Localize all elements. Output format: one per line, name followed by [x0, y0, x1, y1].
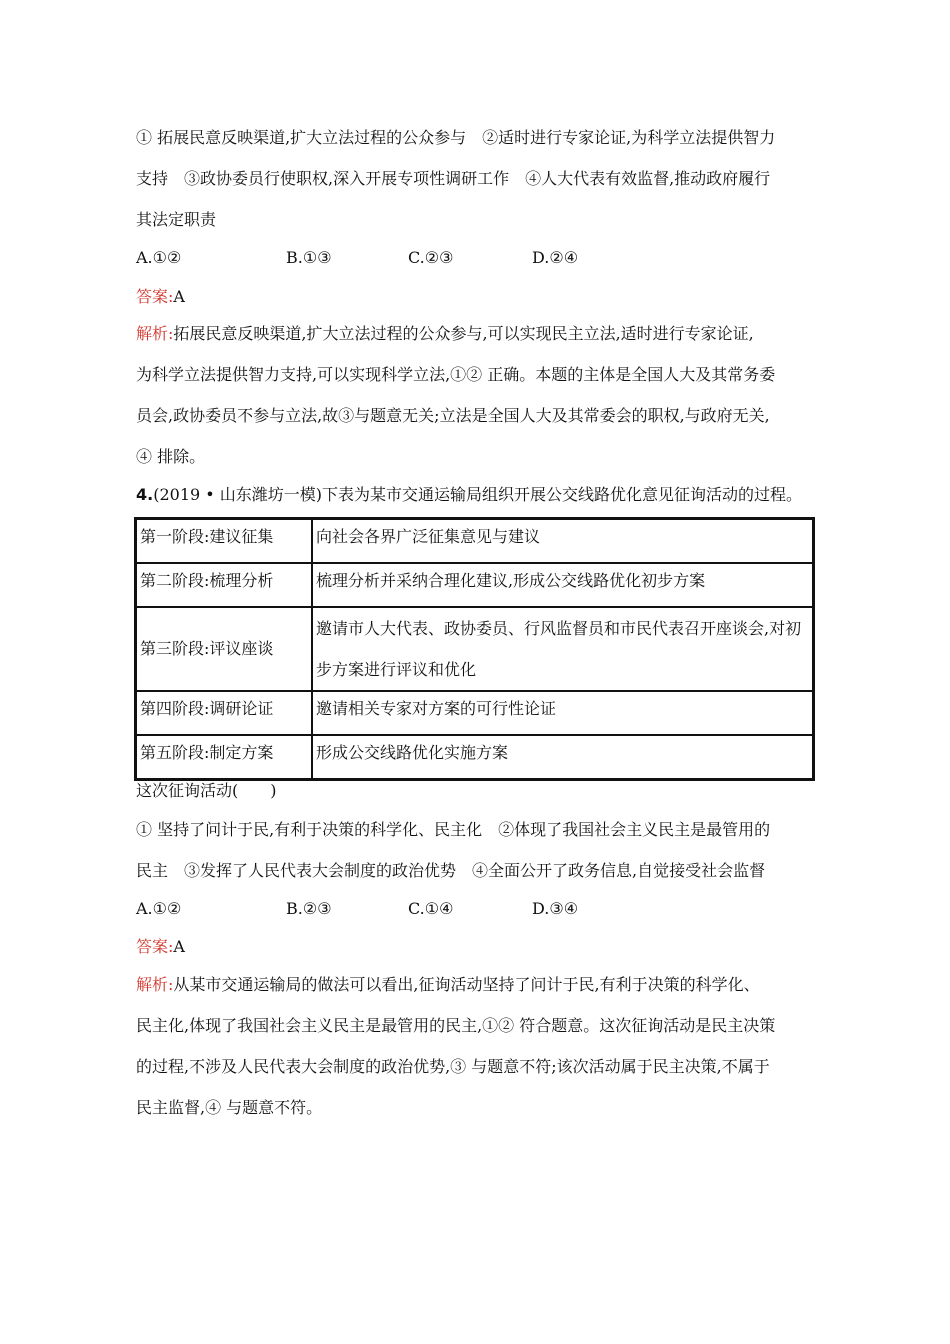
stage-cell: 第四阶段:调研论证 — [136, 691, 313, 735]
q3-stem-line-1: ① 拓展民意反映渠道,扩大立法过程的公众参与 ②适时进行专家论证,为科学立法提供智力 — [136, 128, 776, 147]
desc-cell: 邀请市人大代表、政协委员、行风监督员和市民代表召开座谈会,对初步方案进行评议和优化 — [312, 607, 814, 691]
q3-stem-line-3: 其法定职责 — [136, 210, 217, 229]
desc-cell: 邀请相关专家对方案的可行性论证 — [312, 691, 814, 735]
q4-analysis-line-2: 民主化,体现了我国社会主义民主是最管用的民主,①② 符合题意。这次征询活动是民主决策 — [136, 1016, 776, 1035]
stage-cell: 第三阶段:评议座谈 — [136, 607, 313, 691]
q3-option-b: B.①③ — [286, 248, 332, 267]
q3-options — [136, 247, 578, 269]
q3-analysis-line-4: ④ 排除。 — [136, 447, 206, 466]
process-table — [134, 517, 815, 781]
q4-analysis-label: 解析: — [136, 975, 174, 994]
q4-options — [136, 898, 578, 920]
q4-question: 这次征询活动( ) — [136, 781, 277, 800]
q4-option-b: B.②③ — [286, 899, 332, 918]
q3-option-d: D.②④ — [532, 248, 579, 267]
table-row — [136, 607, 814, 691]
q3-option-a: A.①② — [136, 248, 182, 267]
q3-stem-line-2: 支持 ③政协委员行使职权,深入开展专项性调研工作 ④人大代表有效监督,推动政府履行 — [136, 169, 771, 188]
stage-cell: 第五阶段:制定方案 — [136, 735, 313, 780]
q4-analysis-line-1 — [136, 974, 760, 996]
q3-analysis-line-3: 员会,政协委员不参与立法,故③与题意无关;立法是全国人大及其常委会的职权,与政府无关, — [136, 406, 770, 425]
q4-option-a: A.①② — [136, 899, 182, 918]
q3-option-c: C.②③ — [408, 248, 454, 267]
stage-cell: 第二阶段:梳理分析 — [136, 563, 313, 607]
q3-answer-label: 答案: — [136, 287, 174, 306]
q4-stem-line-2: 民主 ③发挥了人民代表大会制度的政治优势 ④全面公开了政务信息,自觉接受社会监督 — [136, 861, 766, 880]
table-row — [136, 691, 814, 735]
q4-answer — [136, 936, 185, 958]
q4-answer-value: A — [173, 937, 185, 956]
q4-analysis-line-3: 的过程,不涉及人民代表大会制度的政治优势,③ 与题意不符;该次活动属于民主决策,不属于 — [136, 1057, 770, 1076]
q3-analysis-text-1: 拓展民意反映渠道,扩大立法过程的公众参与,可以实现民主立法,适时进行专家论证, — [173, 324, 754, 343]
q3-analysis-line-1 — [136, 323, 754, 345]
q3-analysis-label: 解析: — [136, 324, 174, 343]
desc-cell: 向社会各界广泛征集意见与建议 — [312, 519, 814, 564]
table-row — [136, 563, 814, 607]
q4-stem-line-1: ① 坚持了问计于民,有利于决策的科学化、民主化 ②体现了我国社会主义民主是最管用的 — [136, 820, 771, 839]
q4-analysis-text-1: 从某市交通运输局的做法可以看出,征询活动坚持了问计于民,有利于决策的科学化、 — [173, 975, 760, 994]
table-row — [136, 735, 814, 780]
desc-cell: 梳理分析并采纳合理化建议,形成公交线路优化初步方案 — [312, 563, 814, 607]
desc-cell: 形成公交线路优化实施方案 — [312, 735, 814, 780]
q4-stem — [136, 484, 802, 506]
q4-analysis-line-4: 民主监督,④ 与题意不符。 — [136, 1098, 323, 1117]
q4-option-d: D.③④ — [532, 899, 579, 918]
stage-cell: 第一阶段:建议征集 — [136, 519, 313, 564]
q4-stem-text: (2019 • 山东潍坊一模)下表为某市交通运输局组织开展公交线路优化意见征询活动的过程。 — [153, 485, 803, 504]
q4-number: 4. — [136, 485, 154, 504]
q3-analysis-line-2: 为科学立法提供智力支持,可以实现科学立法,①② 正确。本题的主体是全国人大及其常务委 — [136, 365, 776, 384]
q4-answer-label: 答案: — [136, 937, 174, 956]
q3-answer — [136, 286, 185, 308]
q4-option-c: C.①④ — [408, 899, 454, 918]
q3-answer-value: A — [173, 287, 185, 306]
table-row — [136, 519, 814, 564]
